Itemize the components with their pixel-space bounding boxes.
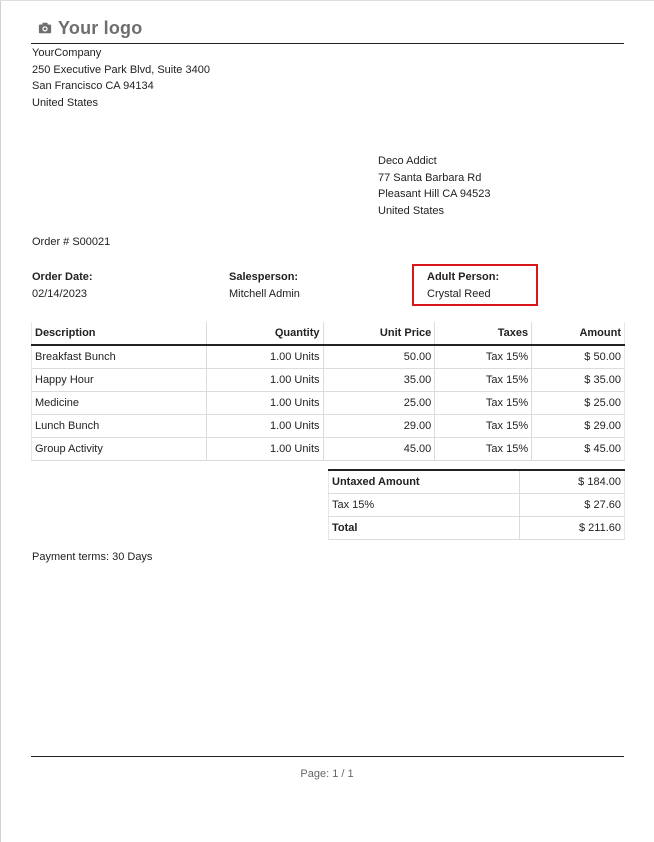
company-city: San Francisco CA 94134 (32, 80, 154, 93)
table-row (32, 415, 625, 438)
total-value: $ 211.60 (520, 517, 625, 540)
customer-country: United States (378, 205, 445, 218)
col-taxes-header: Taxes (435, 322, 532, 345)
header-divider (31, 43, 624, 44)
col-unit-price-header: Unit Price (323, 322, 435, 345)
company-name: YourCompany (32, 47, 102, 59)
table-row (32, 369, 625, 392)
line-description: Breakfast Bunch (32, 345, 207, 369)
logo-text: Your logo (58, 17, 143, 38)
salesperson-label: Salesperson: (229, 271, 299, 283)
line-taxes: Tax 15% (435, 438, 532, 461)
line-taxes: Tax 15% (435, 369, 532, 392)
col-quantity-header: Quantity (206, 322, 323, 345)
company-address (32, 45, 210, 112)
untaxed-label: Untaxed Amount (329, 470, 520, 494)
line-quantity: 1.00 Units (206, 392, 323, 415)
customer-city: Pleasant Hill CA 94523 (378, 188, 491, 201)
untaxed-value: $ 184.00 (520, 470, 625, 494)
footer-divider (31, 756, 624, 757)
line-unit-price: 35.00 (323, 369, 435, 392)
totals-table (328, 469, 625, 540)
order-number: Order # S00021 (32, 236, 111, 248)
total-label: Total (329, 517, 520, 540)
table-header-row (32, 322, 625, 345)
line-amount: $ 25.00 (532, 392, 625, 415)
salesperson-block (229, 269, 300, 302)
line-quantity: 1.00 Units (206, 369, 323, 392)
salesperson-value: Mitchell Admin (229, 287, 300, 300)
page-top-edge (0, 0, 654, 1)
line-quantity: 1.00 Units (206, 438, 323, 461)
line-unit-price: 25.00 (323, 392, 435, 415)
col-amount-header: Amount (532, 322, 625, 345)
company-logo (38, 18, 142, 38)
total-row (329, 517, 625, 540)
adult-person-label: Adult Person: (427, 271, 500, 283)
line-amount: $ 35.00 (532, 369, 625, 392)
untaxed-row (329, 470, 625, 494)
line-taxes: Tax 15% (435, 345, 532, 369)
order-date-block (32, 269, 93, 302)
adult-person-block (427, 269, 499, 302)
payment-terms: Payment terms: 30 Days (32, 551, 153, 563)
tax-row (329, 494, 625, 517)
line-amount: $ 45.00 (532, 438, 625, 461)
line-description: Medicine (32, 392, 207, 415)
table-row (32, 345, 625, 369)
customer-name: Deco Addict (378, 155, 437, 167)
adult-person-value: Crystal Reed (427, 287, 491, 300)
page-left-edge (0, 0, 1, 842)
line-taxes: Tax 15% (435, 392, 532, 415)
line-taxes: Tax 15% (435, 415, 532, 438)
line-unit-price: 29.00 (323, 415, 435, 438)
table-row (32, 438, 625, 461)
line-description: Group Activity (32, 438, 207, 461)
order-lines-table (31, 322, 625, 461)
customer-street: 77 Santa Barbara Rd (378, 171, 482, 184)
camera-icon (38, 21, 52, 35)
line-description: Lunch Bunch (32, 415, 207, 438)
page-number: Page: 1 / 1 (300, 768, 354, 780)
company-country: United States (32, 97, 99, 110)
line-unit-price: 50.00 (323, 345, 435, 369)
line-quantity: 1.00 Units (206, 345, 323, 369)
order-date-value: 02/14/2023 (32, 287, 88, 300)
customer-address (378, 153, 491, 220)
line-quantity: 1.00 Units (206, 415, 323, 438)
line-amount: $ 29.00 (532, 415, 625, 438)
line-unit-price: 45.00 (323, 438, 435, 461)
company-street: 250 Executive Park Blvd, Suite 3400 (32, 63, 210, 76)
tax-label: Tax 15% (329, 494, 520, 517)
line-description: Happy Hour (32, 369, 207, 392)
tax-value: $ 27.60 (520, 494, 625, 517)
table-row (32, 392, 625, 415)
col-description-header: Description (32, 322, 207, 345)
line-amount: $ 50.00 (532, 345, 625, 369)
order-date-label: Order Date: (32, 271, 93, 283)
